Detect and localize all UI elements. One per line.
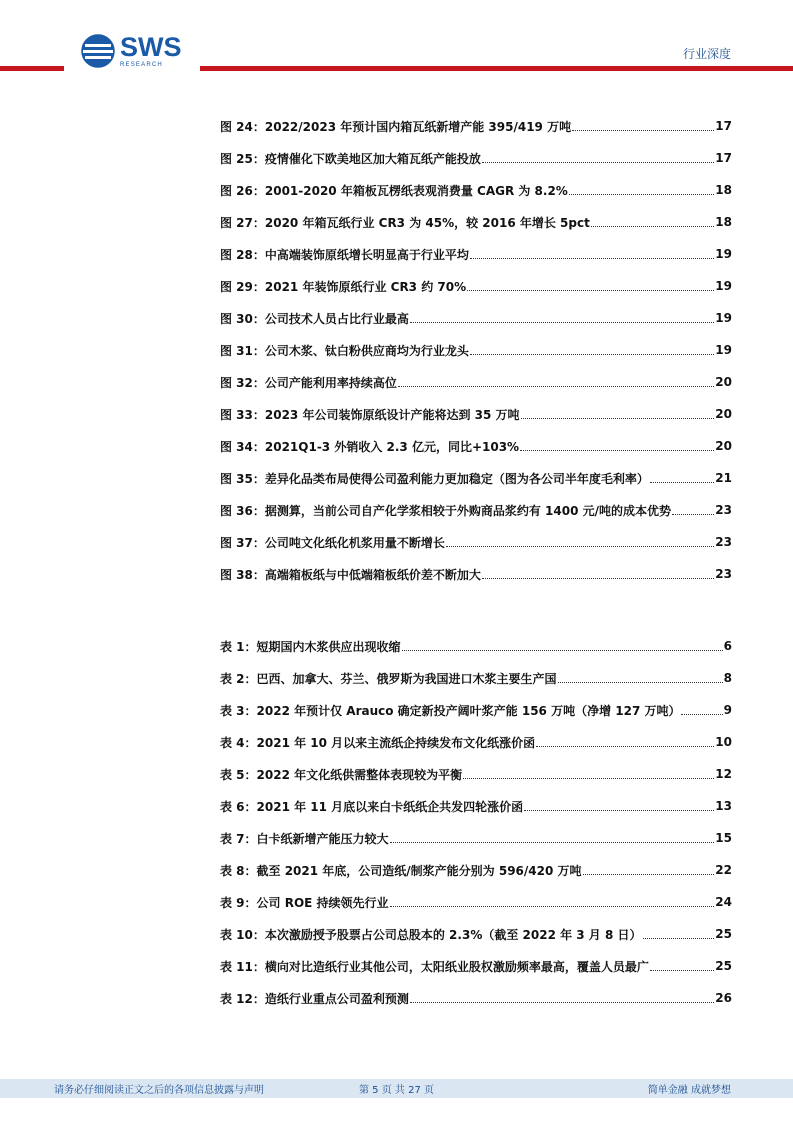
figure-index-entry-title: 图 37：公司吨文化纸化机浆用量不断增长: [220, 535, 445, 550]
dot-leader: [482, 577, 714, 579]
figure-index-entry-page: 23: [715, 535, 732, 549]
dot-leader: [536, 745, 714, 747]
figure-index-entry[interactable]: [220, 398, 732, 430]
footer-disclaimer: 请务必仔细阅读正文之后的各项信息披露与声明: [54, 1085, 264, 1096]
figure-index-entry[interactable]: [220, 494, 732, 526]
table-index-entry-page: 13: [715, 799, 732, 813]
dot-leader: [583, 873, 715, 875]
figure-index-entry-page: 18: [715, 215, 732, 229]
figure-index-entry[interactable]: [220, 430, 732, 462]
table-index-entry-page: 10: [715, 735, 732, 749]
figure-index-entry-title: 图 30：公司技术人员占比行业最高: [220, 311, 409, 326]
figure-index-entry-title: 图 25：疫情催化下欧美地区加大箱瓦纸产能投放: [220, 151, 481, 166]
figure-index-entry[interactable]: [220, 270, 732, 302]
table-index-entry-page: 12: [715, 767, 732, 781]
table-index-entry-title: 表 4：2021 年 10 月以来主流纸企持续发布文化纸涨价函: [220, 735, 536, 750]
dot-leader: [398, 385, 714, 387]
dot-leader: [446, 545, 714, 547]
figure-index-entry-page: 21: [715, 471, 732, 485]
dot-leader: [591, 225, 714, 227]
table-index-entry-title: 表 9：公司 ROE 持续领先行业: [220, 895, 389, 910]
figure-index-entry-title: 图 35：差异化品类布局使得公司盈利能力更加稳定（图为各公司半年度毛利率）: [220, 471, 649, 486]
figure-index-entry-page: 23: [715, 567, 732, 581]
header-rule-left: [0, 66, 64, 71]
figure-index-entry[interactable]: [220, 526, 732, 558]
header-rule-right: [200, 66, 793, 71]
dot-leader: [521, 417, 715, 419]
dot-leader: [482, 161, 714, 163]
figure-index-entry-title: 图 26：2001-2020 年箱板瓦楞纸表观消费量 CAGR 为 8.2%: [220, 183, 568, 198]
table-index-entry[interactable]: [220, 950, 732, 982]
sws-logo: [80, 33, 182, 69]
figure-index-entry[interactable]: [220, 462, 732, 494]
footer-page-number: 第 5 页 共 27 页: [359, 1085, 434, 1096]
table-index-entry-title: 表 11：横向对比造纸行业其他公司，太阳纸业股权激励频率最高，覆盖人员最广: [220, 959, 649, 974]
figure-index-entry-title: 图 38：高端箱板纸与中低端箱板纸价差不断加大: [220, 567, 481, 582]
figure-index-entry-page: 19: [715, 279, 732, 293]
figure-index-entry-title: 图 33：2023 年公司装饰原纸设计产能将达到 35 万吨: [220, 407, 520, 422]
table-index-entry-title: 表 5：2022 年文化纸供需整体表现较为平衡: [220, 767, 463, 782]
table-index-entry[interactable]: [220, 790, 732, 822]
table-index-entry[interactable]: [220, 662, 732, 694]
table-index-entry-page: 15: [715, 831, 732, 845]
table-index-entry-page: 6: [723, 639, 732, 653]
figure-index-entry[interactable]: [220, 110, 732, 142]
dot-leader: [520, 449, 714, 451]
table-index-entry[interactable]: [220, 758, 732, 790]
figure-index-entry[interactable]: [220, 174, 732, 206]
table-index-entry-page: 24: [715, 895, 732, 909]
figure-index-entry[interactable]: [220, 206, 732, 238]
figure-index-entry-page: 19: [715, 247, 732, 261]
figure-index-entry-title: 图 34：2021Q1-3 外销收入 2.3 亿元，同比+103%: [220, 439, 520, 454]
figure-index-entry[interactable]: [220, 142, 732, 174]
dot-leader: [402, 649, 723, 651]
figure-index-entry[interactable]: [220, 238, 732, 270]
table-index-entry-title: 表 10：本次激励授予股票占公司总股本的 2.3%（截至 2022 年 3 月 8 日）: [220, 927, 642, 942]
figure-index-entry[interactable]: [220, 366, 732, 398]
figure-index-list: [220, 110, 732, 590]
figure-index-entry-title: 图 28：中高端装饰原纸增长明显高于行业平均: [220, 247, 469, 262]
table-index-entry-title: 表 2：巴西、加拿大、芬兰、俄罗斯为我国进口木浆主要生产国: [220, 671, 557, 686]
figure-index-entry-title: 图 32：公司产能利用率持续高位: [220, 375, 397, 390]
footer-slogan: 简单金融 成就梦想: [647, 1085, 731, 1096]
figure-index-entry-page: 23: [715, 503, 732, 517]
figure-index-entry[interactable]: [220, 558, 732, 590]
table-index-entry[interactable]: [220, 726, 732, 758]
figure-index-entry-page: 19: [715, 311, 732, 325]
dot-leader: [569, 193, 714, 195]
dot-leader: [390, 841, 715, 843]
logo-wordmark: SWS: [120, 32, 182, 62]
dot-leader: [410, 321, 714, 323]
table-index-entry-title: 表 8：截至 2021 年底，公司造纸/制浆产能分别为 596/420 万吨: [220, 863, 582, 878]
dot-leader: [650, 969, 714, 971]
table-index-entry[interactable]: [220, 822, 732, 854]
figure-index-entry-page: 20: [715, 375, 732, 389]
logo-subtext: RESEARCH: [120, 62, 163, 68]
table-index-entry-page: 25: [715, 959, 732, 973]
table-index-entry[interactable]: [220, 630, 732, 662]
table-index-entry-title: 表 7：白卡纸新增产能压力较大: [220, 831, 389, 846]
figure-index-entry[interactable]: [220, 302, 732, 334]
table-index-list: [220, 630, 732, 1014]
page-footer: [0, 1079, 793, 1098]
table-index-entry-title: 表 12：造纸行业重点公司盈利预测: [220, 991, 409, 1006]
report-category: 行业深度: [682, 47, 731, 61]
table-index-entry[interactable]: [220, 694, 732, 726]
figure-index-entry-title: 图 27：2020 年箱瓦纸行业 CR3 为 45%，较 2016 年增长 5pct: [220, 215, 590, 230]
dot-leader: [470, 353, 714, 355]
dot-leader: [410, 1001, 714, 1003]
figure-index-entry-page: 17: [715, 151, 732, 165]
figure-index-entry-title: 图 29：2021 年装饰原纸行业 CR3 约 70%: [220, 279, 467, 294]
figure-index-entry-title: 图 31：公司木浆、钛白粉供应商均为行业龙头: [220, 343, 469, 358]
table-index-entry-page: 8: [723, 671, 732, 685]
figure-index-entry-page: 18: [715, 183, 732, 197]
table-index-entry-page: 22: [715, 863, 732, 877]
page-header: [0, 0, 793, 80]
dot-leader: [463, 777, 714, 779]
dot-leader: [643, 937, 715, 939]
table-index-entry-page: 25: [715, 927, 732, 941]
dot-leader: [390, 905, 715, 907]
table-index-entry-page: 9: [723, 703, 732, 717]
figure-index-entry-page: 20: [715, 439, 732, 453]
dot-leader: [572, 129, 714, 131]
table-index-entry[interactable]: [220, 854, 732, 886]
figure-index-entry-page: 20: [715, 407, 732, 421]
figure-index-entry-title: 图 36：据测算，当前公司自产化学浆相较于外购商品浆约有 1400 元/吨的成本优势: [220, 503, 672, 518]
table-index-entry-title: 表 1：短期国内木浆供应出现收缩: [220, 639, 401, 654]
dot-leader: [524, 809, 714, 811]
dot-leader: [467, 289, 714, 291]
table-index-entry-title: 表 6：2021 年 11 月底以来白卡纸纸企共发四轮涨价函: [220, 799, 524, 814]
table-index-entry[interactable]: [220, 918, 732, 950]
table-index-entry-title: 表 3：2022 年预计仅 Arauco 确定新投产阔叶浆产能 156 万吨（净增 127 万吨）: [220, 703, 681, 718]
dot-leader: [470, 257, 714, 259]
dot-leader: [672, 513, 714, 515]
dot-leader: [558, 681, 723, 683]
figure-index-entry-title: 图 24：2022/2023 年预计国内箱瓦纸新增产能 395/419 万吨: [220, 119, 572, 134]
table-index-entry[interactable]: [220, 982, 732, 1014]
figure-index-entry-page: 19: [715, 343, 732, 357]
dot-leader: [650, 481, 714, 483]
dot-leader: [681, 713, 722, 715]
table-index-entry[interactable]: [220, 886, 732, 918]
sws-globe-icon: [80, 33, 116, 69]
figure-index-entry[interactable]: [220, 334, 732, 366]
table-index-entry-page: 26: [715, 991, 732, 1005]
figure-index-entry-page: 17: [715, 119, 732, 133]
